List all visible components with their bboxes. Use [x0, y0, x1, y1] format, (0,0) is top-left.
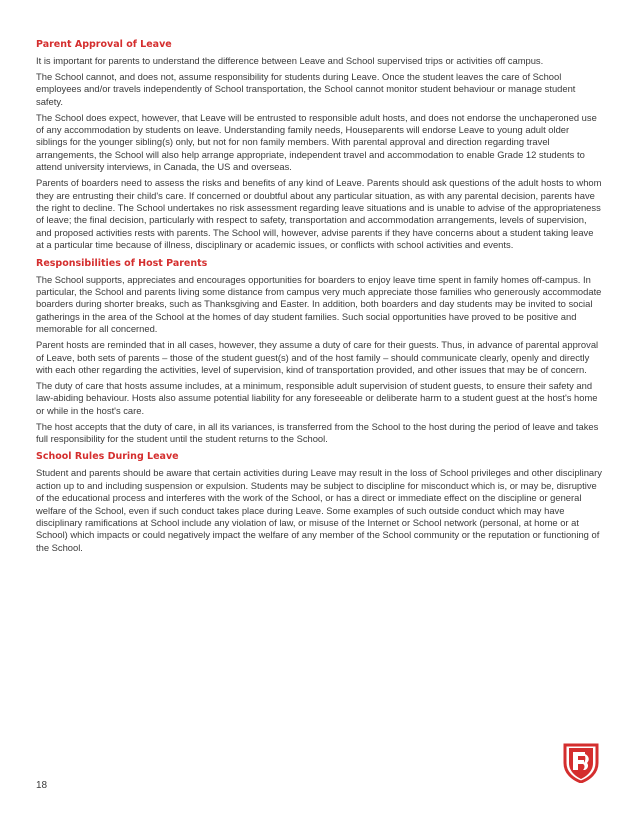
- section-school-rules: [36, 450, 602, 554]
- paragraph: The School cannot, and does not, assume responsibility for students during Leave. Once the student leaves the care of School employees and/or travels independently of School transportation, the School cannot monitor student behaviour or manage student safety.: [36, 70, 576, 107]
- school-crest-icon: [563, 743, 599, 783]
- paragraph: It is important for parents to understand the difference between Leave and School supervised trips or activities off campus.: [36, 55, 544, 66]
- section-parent-approval: [36, 38, 602, 252]
- document-body: [36, 38, 602, 559]
- paragraph: The duty of care that hosts assume includes, at a minimum, responsible adult supervision of student guests, to ensure their safety and law-abiding behaviour. Hosts also assume potential liability for any foreseeable or deliberate harm to a student guest at the host's home or while in the host's care.: [36, 379, 598, 416]
- section-heading: Parent Approval of Leave: [36, 39, 172, 50]
- section-heading: Responsibilities of Host Parents: [36, 257, 208, 269]
- section-host-parents: [36, 257, 602, 446]
- paragraph: The School does expect, however, that Leave will be entrusted to responsible adult hosts, and does not endorse the unchaperoned use of any accommodation by students on leave. Understanding family needs, Houseparents will endorse Leave to young adult older siblings for the younger sibling(s) only, but not for non family members. With parental approval and direction regarding travel arrangements, the School will also help arrange appropriate, independent travel and accommodation to enable Grade 12 students to attend university interviews, in Canada, the US and overseas.: [36, 111, 597, 173]
- page-number: 18: [36, 780, 48, 791]
- paragraph: Student and parents should be aware that certain activities during Leave may result in the loss of School privileges and other disciplinary action up to and including suspension or expulsion. Students may be subject to discipline for misconduct which is, or may be, disruptive of the educational process and interferes with the work of the School, or has a direct or immediate effect on the discipline or general welfare of the School, even if such conduct takes place during Leave. Some examples of such outside conduct which may have disciplinary ramifications at School include any violation of law, or misuse of the Internet or School network (personal, at home or at School) which impacts or could negatively impact the welfare of any member of the School community or the reputation or functioning of the School.: [36, 467, 602, 553]
- paragraph: The host accepts that the duty of care, in all its variances, is transferred from the School to the host during the period of leave and takes full responsibility for the student until the student returns to the School.: [36, 420, 599, 444]
- paragraph: The School supports, appreciates and encourages opportunities for boarders to enjoy leave time spent in family homes off-campus. In particular, the School and parents living some distance from campus very much appreciate those families who generously accommodate boarders during shorter breaks, such as Thanksgiving and Easter. In addition, both boarders and day students may be invited to social gatherings in the area of the School at the homes of day student families. Such social opportunities have proved to be positive and memorable for all concerned.: [36, 273, 602, 335]
- section-heading: School Rules During Leave: [36, 451, 179, 463]
- paragraph: Parent hosts are reminded that in all cases, however, they assume a duty of care for their guests. Thus, in advance of parental approval of Leave, both sets of parents – those of the student guest(s) and of the host family – should communicate clearly, openly and directly with each other regarding the activities, level of supervision, kind of transportation provided, and other issues that may be of concern.: [36, 339, 599, 375]
- paragraph: Parents of boarders need to assess the risks and benefits of any kind of Leave. Parents should ask questions of the adult hosts to whom they are entrusting their child's care. If concerned or doubtful about any particular situation, as with any parental decision, parents have the right to decline. The School undertakes no risk assessment regarding leave situations and is unable to advise of the appropriateness of leave; the final decision, particularly with respect to safety, transportation and accommodation arrangements, levels of supervision, and proposed activities rests with parents. The School will, however, advise parents if they have concerns about a student taking leave at a particular time because of illness, disciplinary or academic issues, or conflicts with school activities and events.: [36, 177, 602, 251]
